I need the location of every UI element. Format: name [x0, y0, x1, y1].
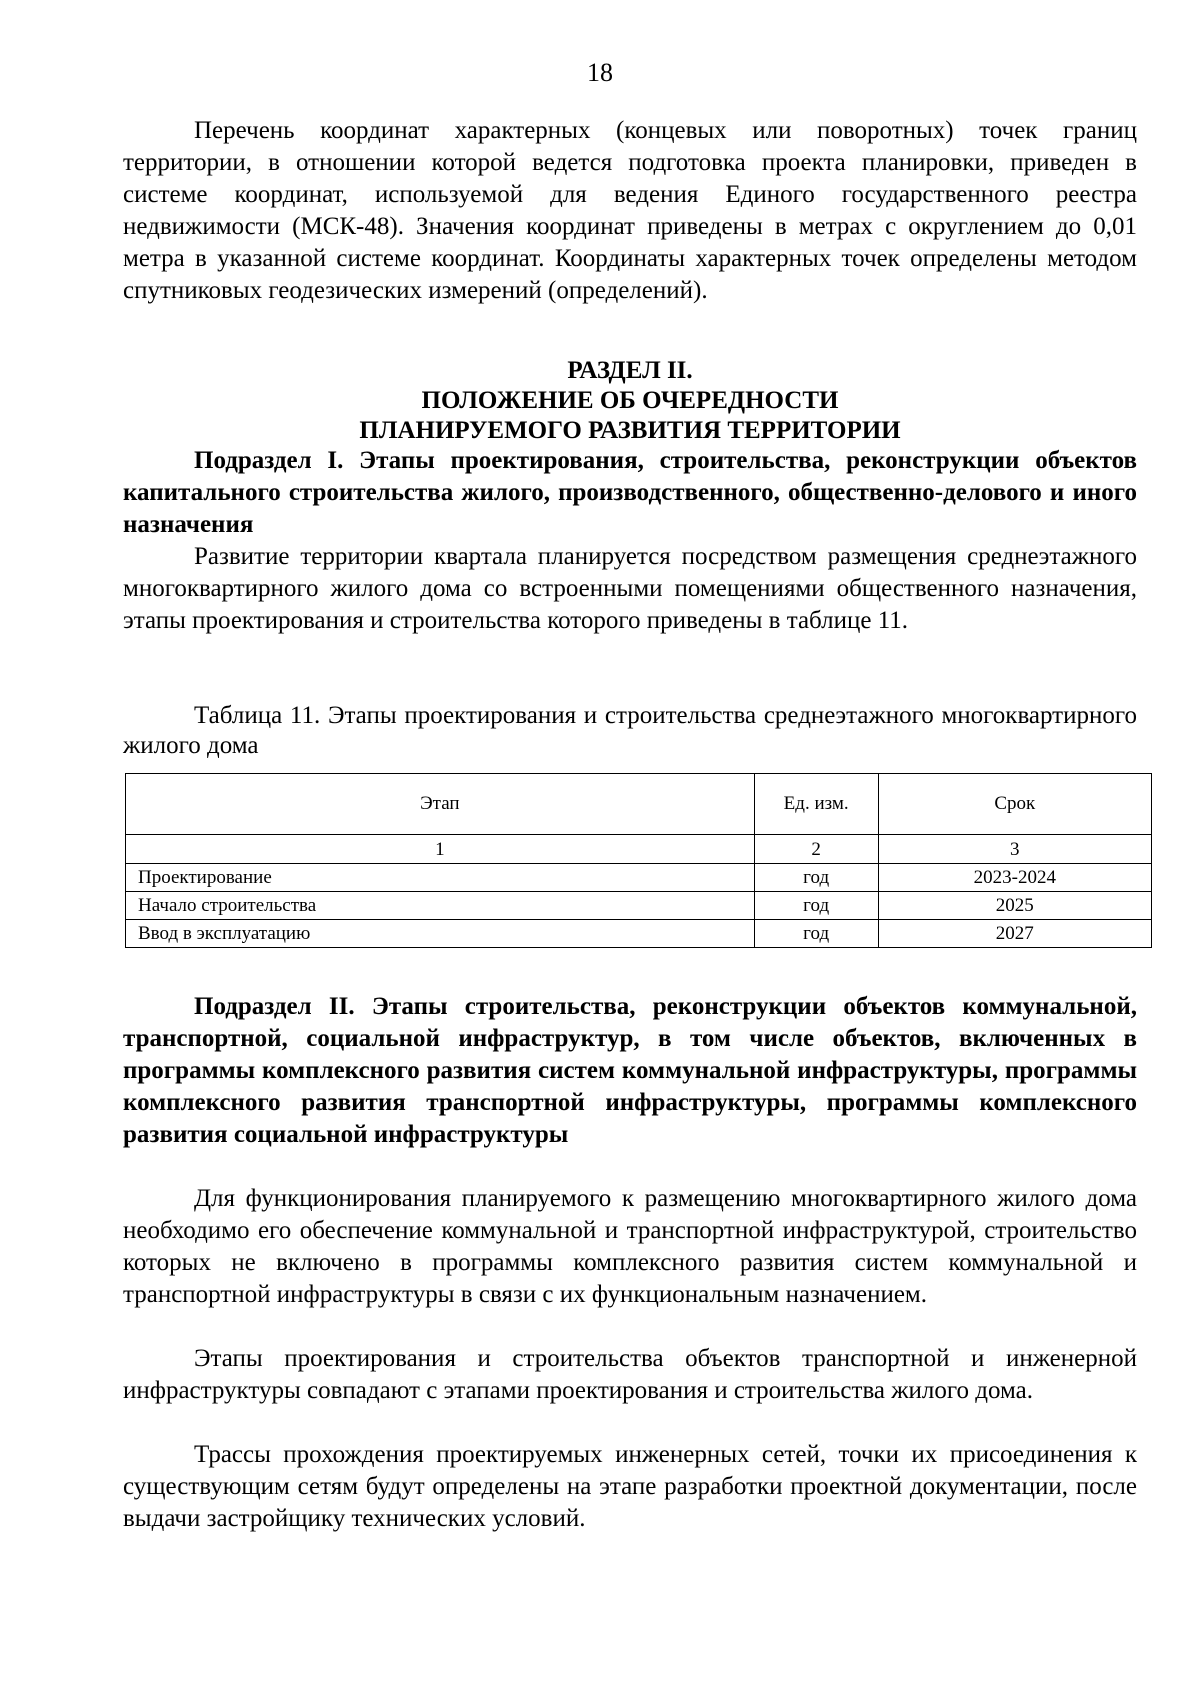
section-title-line-1: РАЗДЕЛ II.: [567, 357, 693, 384]
unit-cell: год: [754, 864, 878, 892]
unit-cell: год: [754, 892, 878, 920]
table-number-row: [126, 835, 1152, 864]
table-row: [126, 892, 1152, 920]
table-row: [126, 920, 1152, 948]
subsection-1-paragraph: Развитие территории квартала планируется посредством размещения среднеэтажного многоквартирного жилого дома со встроенными помещениями общественного назначения, этапы проектирования и строительства которого приведены в таблице 11.: [123, 543, 1137, 634]
table-column-number: 1: [126, 835, 755, 864]
unit-cell: год: [754, 920, 878, 948]
table-header-cell: Срок: [878, 774, 1151, 835]
term-cell: 2025: [878, 892, 1151, 920]
section-title-line-2: ПОЛОЖЕНИЕ ОБ ОЧЕРЕДНОСТИ: [421, 387, 839, 414]
term-cell: 2023-2024: [878, 864, 1151, 892]
subsection-2-paragraph-2: Этапы проектирования и строительства объектов транспортной и инженерной инфраструктуры совпадают с этапами проектирования и строительства жилого дома.: [123, 1345, 1137, 1404]
table-caption: Таблица 11. Этапы проектирования и строительства среднеэтажного многоквартирного жилого дома: [123, 702, 1137, 759]
subsection-2-paragraph-1: Для функционирования планируемого к размещению многоквартирного жилого дома необходимо его обеспечение коммунальной и транспортной инфраструктурой, строительство которых не включено в программы комплексного развития систем коммунальной и транспортной инфраструктуры в связи с их функциональным назначением.: [123, 1185, 1137, 1308]
stage-cell: Проектирование: [126, 864, 755, 892]
stages-table: [125, 773, 1152, 948]
stage-cell: Ввод в эксплуатацию: [126, 920, 755, 948]
table-header-cell: Ед. изм.: [754, 774, 878, 835]
section-title-line-3: ПЛАНИРУЕМОГО РАЗВИТИЯ ТЕРРИТОРИИ: [359, 417, 901, 444]
stage-cell: Начало строительства: [126, 892, 755, 920]
term-cell: 2027: [878, 920, 1151, 948]
intro-paragraph: Перечень координат характерных (концевых или поворотных) точек границ территории, в отношении которой ведется подготовка проекта планировки, приведен в системе координат, используемой для ведения Единого государственного реестра недвижимости (МСК-48). Значения координат приведены в метрах с округлением до 0,01 метра в указанной системе координат. Координаты характерных точек определены методом спутниковых геодезических измерений (определений).: [123, 117, 1137, 304]
table-column-number: 2: [754, 835, 878, 864]
table-row: [126, 864, 1152, 892]
table-header-row: [126, 774, 1152, 835]
subsection-2-title: Подраздел II. Этапы строительства, реконструкции объектов коммунальной, транспортной, социальной инфраструктур, в том числе объектов, включенных в программы комплексного развития систем коммунальной инфраструктуры, программы комплексного развития транспортной инфраструктуры, программы комплексного развития социальной инфраструктуры: [123, 993, 1137, 1148]
table-column-number: 3: [878, 835, 1151, 864]
subsection-2-paragraph-3: Трассы прохождения проектируемых инженерных сетей, точки их присоединения к существующим сетям будут определены на этапе разработки проектной документации, после выдачи застройщику технических условий.: [123, 1441, 1137, 1532]
subsection-1-title: Подраздел I. Этапы проектирования, строительства, реконструкции объектов капитального строительства жилого, производственного, общественно-делового и иного назначения: [123, 447, 1137, 538]
page-number: 18: [587, 58, 613, 87]
table-header-cell: Этап: [126, 774, 755, 835]
